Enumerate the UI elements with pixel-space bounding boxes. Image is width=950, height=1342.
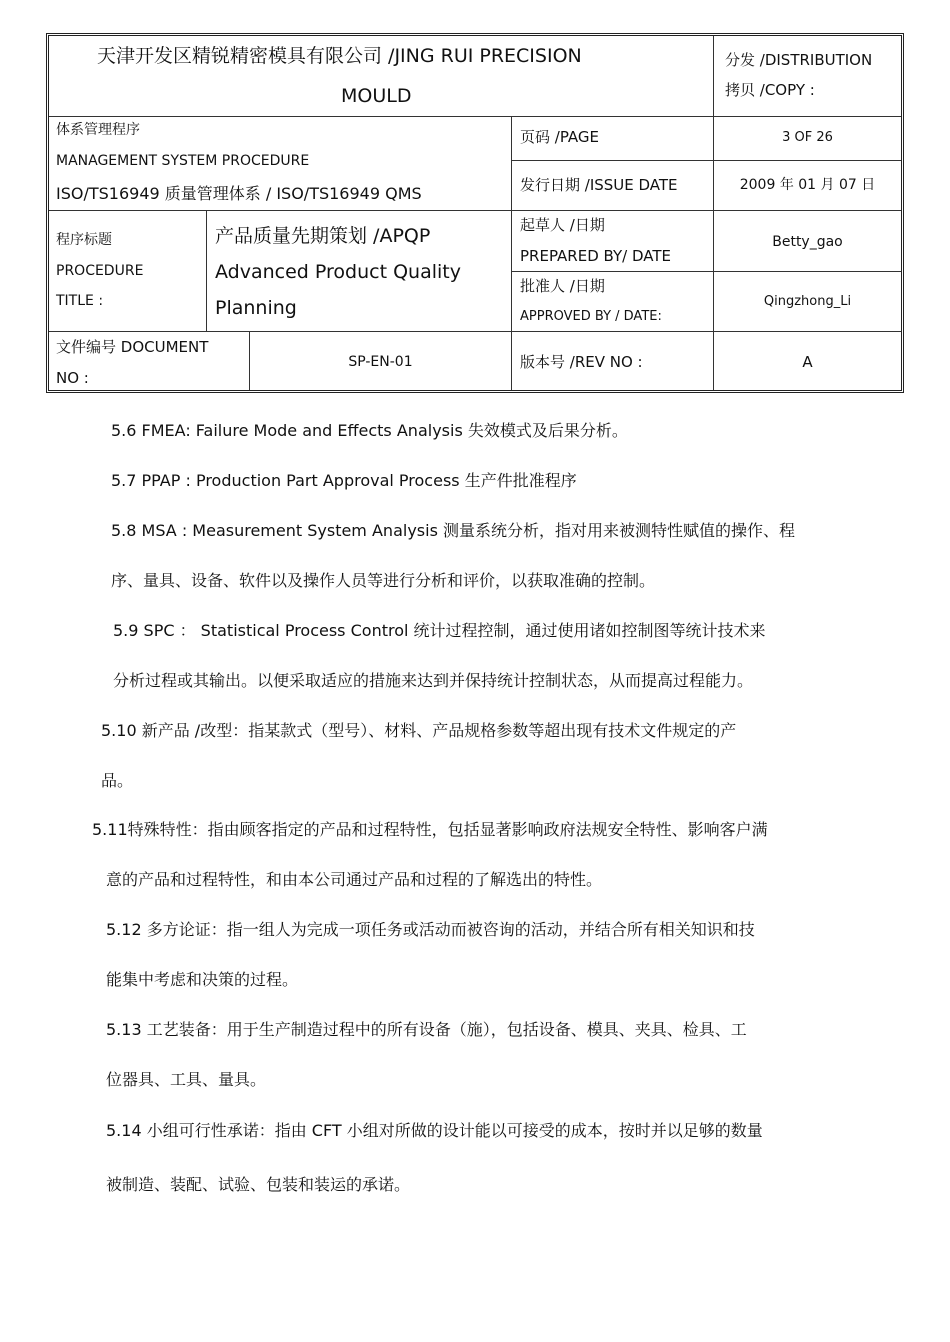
definition-paragraph: 5.13 工艺装备：用于生产制造过程中的所有设备（施），包括设备、模具、夹具、检具、工 xyxy=(106,1020,747,1039)
header-divider xyxy=(49,210,901,211)
definition-paragraph: 5.9 SPC ： Statistical Process Control 统计过程控制，通过使用诸如控制图等统计技术来 xyxy=(113,621,766,640)
company-name: 天津开发区精锐精密模具有限公司 /JING RUI PRECISION xyxy=(97,45,582,67)
page-label: 页码 /PAGE xyxy=(520,128,600,146)
header-divider xyxy=(511,271,901,272)
document-no-label: 文件编号 DOCUMENT xyxy=(56,338,209,356)
revision-value: A xyxy=(802,353,813,371)
definition-paragraph: 序、量具、设备、软件以及操作人员等进行分析和评价，以获取准确的控制。 xyxy=(111,571,656,590)
issue-date-value: 2009 年 01 月 07 日 xyxy=(739,177,876,193)
procedure-title-label: TITLE : xyxy=(56,293,104,309)
prepared-by-value: Betty_gao xyxy=(772,234,843,250)
approved-by-value: Qingzhong_Li xyxy=(763,294,852,309)
definition-paragraph: 位器具、工具、量具。 xyxy=(106,1070,267,1089)
copy-label: 拷贝 /COPY : xyxy=(725,81,815,99)
procedure-title: Planning xyxy=(215,297,297,319)
definition-paragraph: 意的产品和过程特性，和由本公司通过产品和过程的了解选出的特性。 xyxy=(106,870,603,889)
header-divider xyxy=(49,116,901,117)
system-name: ISO/TS16949 质量管理体系 / ISO/TS16949 QMS xyxy=(56,184,422,203)
header-divider xyxy=(511,160,901,161)
approved-label-cn: 批准人 /日期 xyxy=(520,277,605,295)
header-divider xyxy=(713,36,714,390)
procedure-title: Advanced Product Quality xyxy=(215,261,461,283)
approved-label-en: APPROVED BY / DATE: xyxy=(520,309,662,324)
procedure-title-label: 程序标题 xyxy=(56,232,112,248)
revision-label: 版本号 /REV NO : xyxy=(520,353,643,371)
issue-date-label: 发行日期 /ISSUE DATE xyxy=(520,176,678,194)
procedure-title: 产品质量先期策划 /APQP xyxy=(215,225,431,247)
system-label-en: MANAGEMENT SYSTEM PROCEDURE xyxy=(56,153,310,169)
definition-paragraph: 分析过程或其输出。以便采取适应的措施来达到并保持统计控制状态，从而提高过程能力。 xyxy=(113,671,754,690)
definition-paragraph: 5.10 新产品 /改型：指某款式（型号）、材料、产品规格参数等超出现有技术文件规定的产 xyxy=(101,721,737,740)
definition-paragraph: 5.12 多方论证：指一组人为完成一项任务或活动而被咨询的活动，并结合所有相关知识和技 xyxy=(106,920,755,939)
header-divider xyxy=(206,210,207,331)
document-no-value: SP-EN-01 xyxy=(348,354,413,370)
prepared-label-en: PREPARED BY/ DATE xyxy=(520,247,671,265)
page-value: 3 OF 26 xyxy=(782,130,833,145)
document-header-table xyxy=(46,33,904,393)
definition-paragraph: 被制造、装配、试验、包装和装运的承诺。 xyxy=(106,1175,411,1194)
procedure-title-label: PROCEDURE xyxy=(56,263,144,279)
definition-paragraph: 5.7 PPAP : Production Part Approval Process 生产件批准程序 xyxy=(111,471,577,490)
definition-paragraph: 5.11特殊特性：指由顾客指定的产品和过程特性，包括显著影响政府法规安全特性、影响客户满 xyxy=(92,820,768,839)
header-divider xyxy=(49,331,901,332)
definition-paragraph: 5.14 小组可行性承诺：指由 CFT 小组对所做的设计能以可接受的成本，按时并以足够的数量 xyxy=(106,1121,763,1140)
definition-paragraph: 5.6 FMEA: Failure Mode and Effects Analysis 失效模式及后果分析。 xyxy=(111,421,628,440)
prepared-label-cn: 起草人 /日期 xyxy=(520,216,605,234)
definition-paragraph: 品。 xyxy=(101,771,134,790)
document-no-label: NO : xyxy=(56,369,89,387)
header-divider xyxy=(511,116,512,390)
company-name-line2: MOULD xyxy=(341,85,412,107)
definition-paragraph: 能集中考虑和决策的过程。 xyxy=(106,970,299,989)
distribution-label: 分发 /DISTRIBUTION xyxy=(725,51,873,69)
system-label-cn: 体系管理程序 xyxy=(56,122,140,138)
definition-paragraph: 5.8 MSA : Measurement System Analysis 测量系统分析，指对用来被测特性赋值的操作、程 xyxy=(111,521,795,540)
